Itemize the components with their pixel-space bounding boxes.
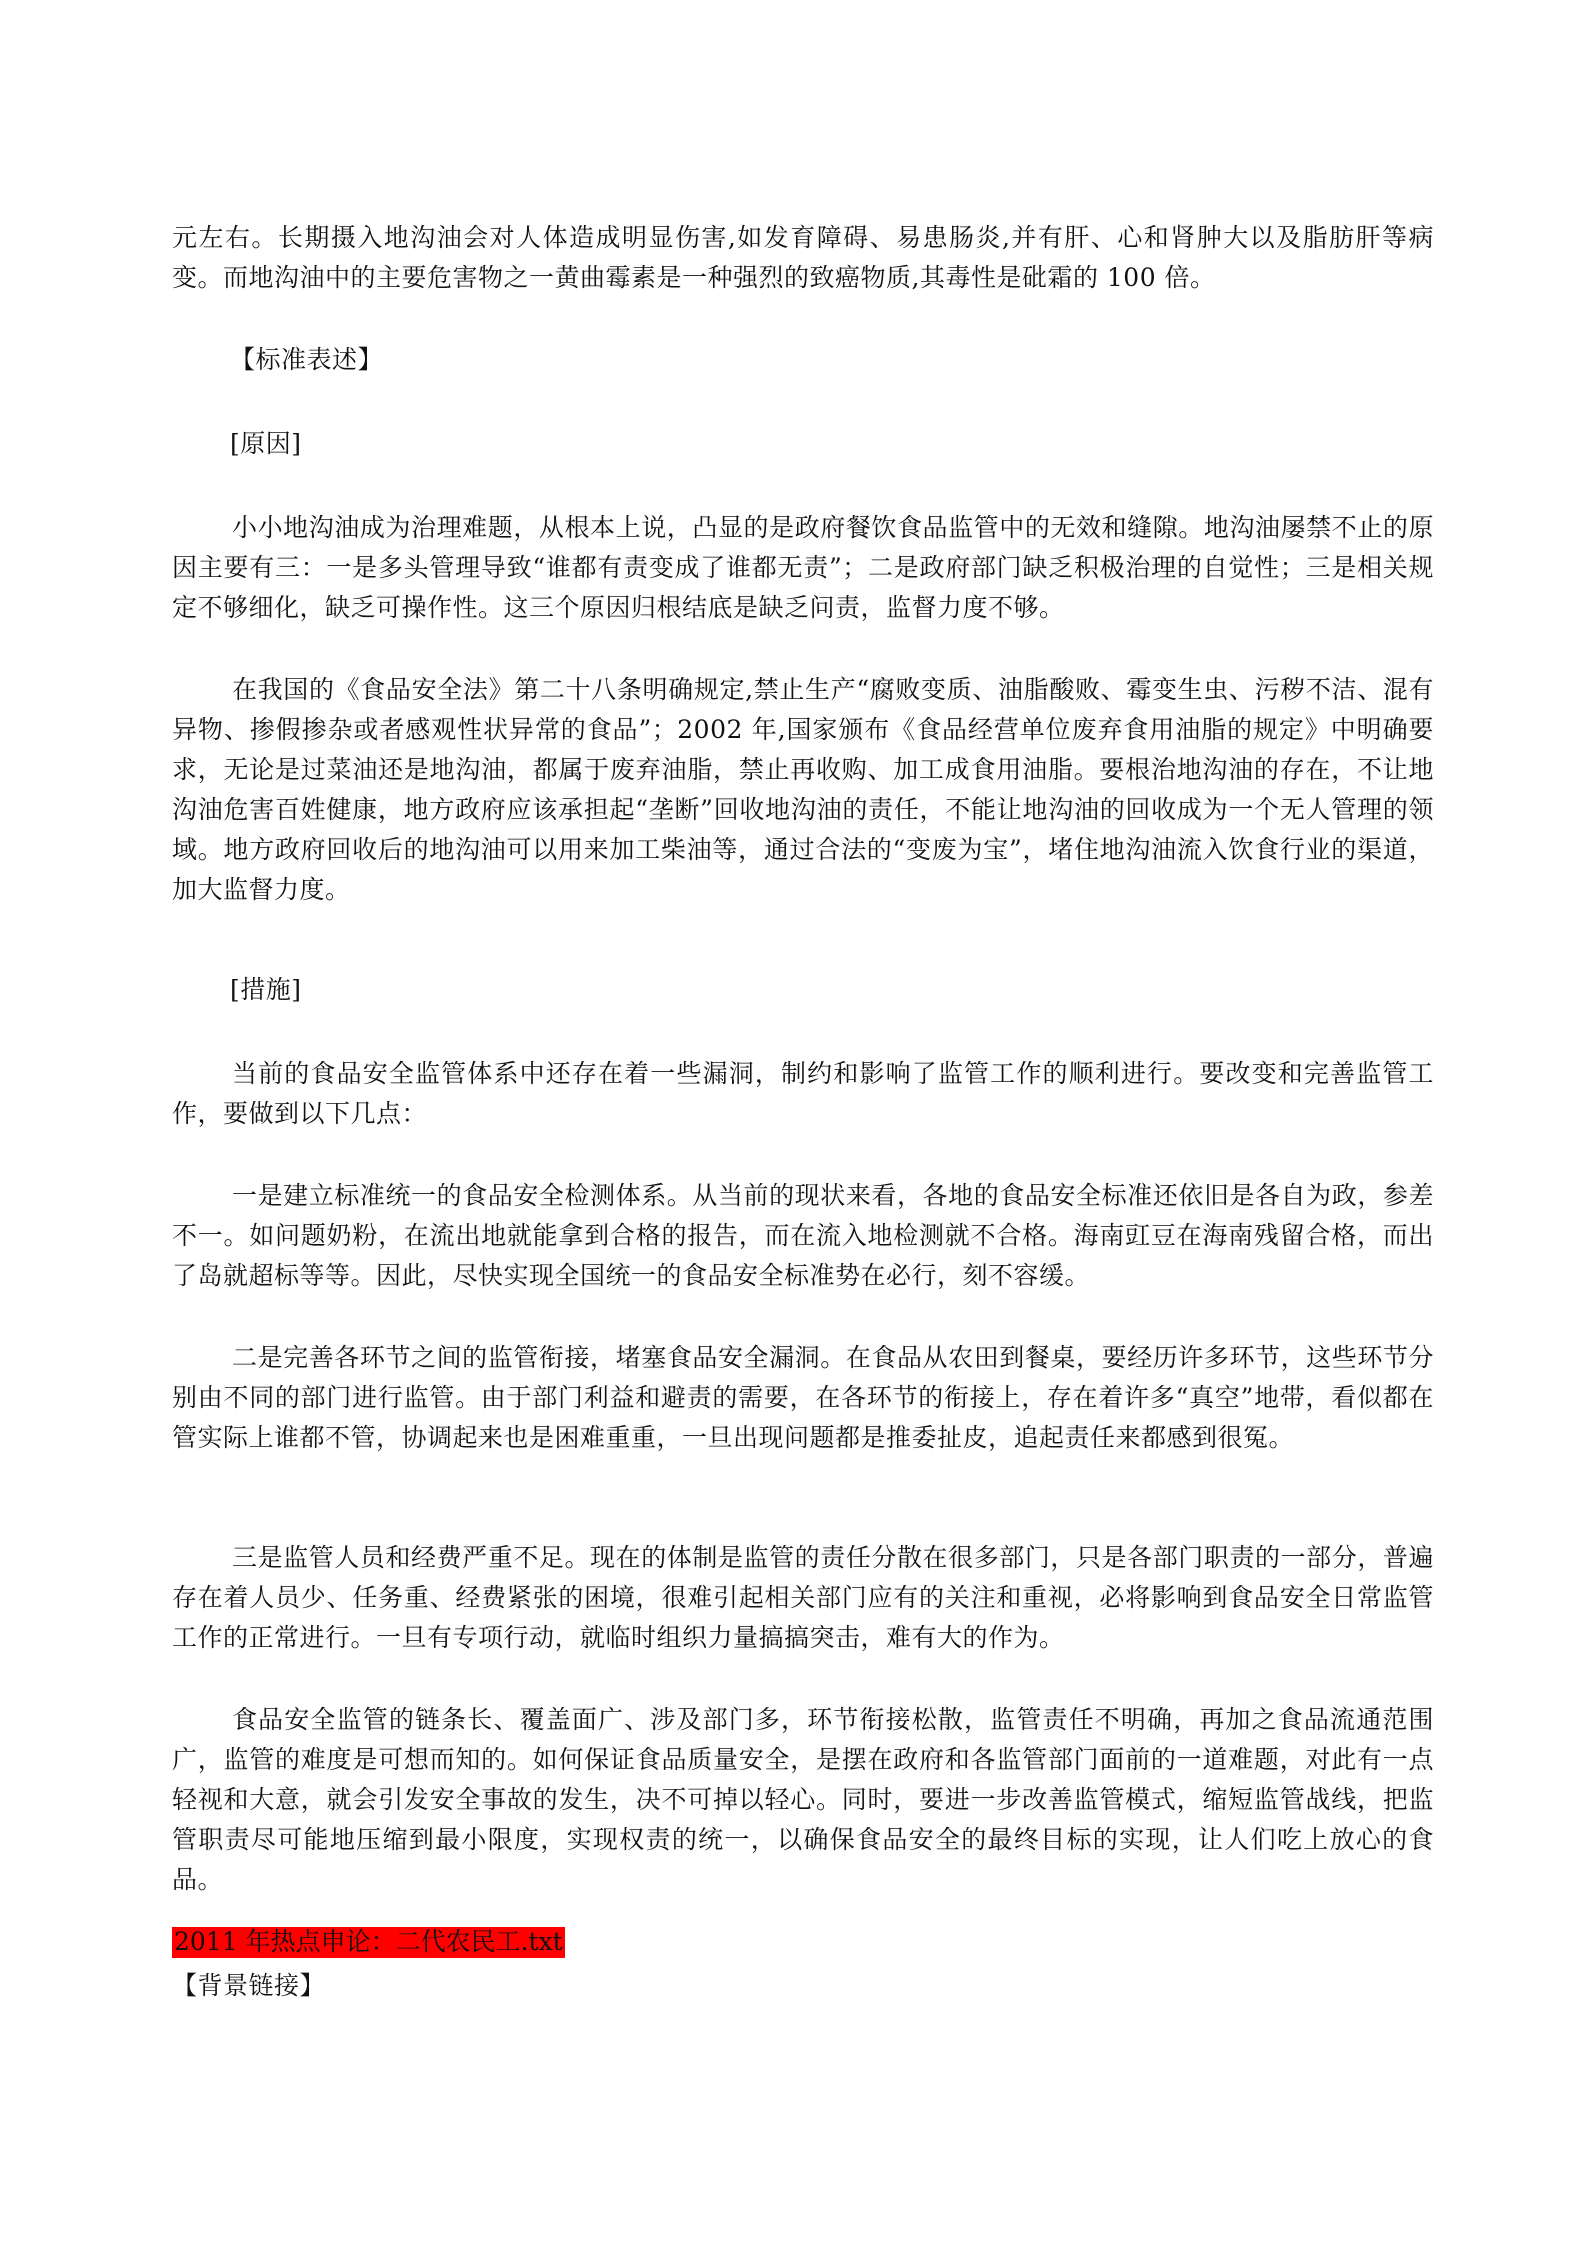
subheading-cause: [原因]	[230, 429, 302, 458]
conclusion-paragraph: 食品安全监管的链条长、覆盖面广、涉及部门多，环节衔接松散，监管责任不明确，再加之食品流通范围广，监管的难度是可想而知的。如何保证食品质量安全，是摆在政府和各监管部门面前的一道难题，对此有一点轻视和大意，就会引发安全事故的发生，决不可掉以轻心。同时，要进一步改善监管模式，缩短监管战线，把监管职责尽可能地压缩到最小限度，实现权责的统一，以确保食品安全的最终目标的实现，让人们吃上放心的食品。	[172, 1705, 1434, 1894]
cause-paragraph-2: 在我国的《食品安全法》第二十八条明确规定,禁止生产“腐败变质、油脂酸败、霉变生虫、污秽不洁、混有异物、掺假掺杂或者感观性状异常的食品”；2002 年,国家颁布《食品经营单位废弃食用油脂的规定》中明确要求，无论是过菜油还是地沟油，都属于废弃油脂，禁止再收购、加工成食用油脂。要根治地沟油的存在，不让地沟油危害百姓健康，地方政府应该承担起“垄断”回收地沟油的责任，不能让地沟油的回收成为一个无人管理的领域。地方政府回收后的地沟油可以用来加工柴油等，通过合法的“变废为宝”，堵住地沟油流入饮食行业的渠道，加大监督力度。	[172, 675, 1434, 904]
section-heading-standard-statement: 【标准表述】	[230, 345, 384, 374]
measures-paragraph-4: 三是监管人员和经费严重不足。现在的体制是监管的责任分散在很多部门，只是各部门职责的一部分，普遍存在着人员少、任务重、经费紧张的困境，很难引起相关部门应有的关注和重视，必将影响到食品安全日常监管工作的正常进行。一旦有专项行动，就临时组织力量搞搞突击，难有大的作为。	[172, 1543, 1434, 1652]
measures-paragraph-2: 一是建立标准统一的食品安全检测体系。从当前的现状来看，各地的食品安全标准还依旧是各自为政，参差不一。如问题奶粉，在流出地就能拿到合格的报告，而在流入地检测就不合格。海南豇豆在海南残留合格，而出了岛就超标等等。因此，尽快实现全国统一的食品安全标准势在必行，刻不容缓。	[172, 1181, 1434, 1290]
next-file-title-link[interactable]: 2011 年热点申论：二代农民工.txt	[174, 1927, 563, 1956]
cause-paragraph-1: 小小地沟油成为治理难题，从根本上说，凸显的是政府餐饮食品监管中的无效和缝隙。地沟油屡禁不止的原因主要有三：一是多头管理导致“谁都有责变成了谁都无责”；二是政府部门缺乏积极治理的自觉性；三是相关规定不够细化，缺乏可操作性。这三个原因归根结底是缺乏问责，监督力度不够。	[172, 513, 1434, 622]
subheading-measures: [措施]	[230, 975, 302, 1004]
background-link-heading: 【背景链接】	[172, 1971, 326, 2000]
measures-paragraph-3: 二是完善各环节之间的监管衔接，堵塞食品安全漏洞。在食品从农田到餐桌，要经历许多环节，这些环节分别由不同的部门进行监管。由于部门利益和避责的需要，在各环节的衔接上，存在着许多“真空”地带，看似都在管实际上谁都不管，协调起来也是困难重重，一旦出现问题都是推委扯皮，追起责任来都感到很冤。	[172, 1343, 1434, 1452]
measures-paragraph-1: 当前的食品安全监管体系中还存在着一些漏洞，制约和影响了监管工作的顺利进行。要改变和完善监管工作，要做到以下几点：	[172, 1059, 1434, 1128]
next-file-title-line	[172, 1922, 565, 1962]
intro-paragraph: 元左右。长期摄入地沟油会对人体造成明显伤害,如发育障碍、易患肠炎,并有肝、心和肾肿大以及脂肪肝等病变。而地沟油中的主要危害物之一黄曲霉素是一种强烈的致癌物质,其毒性是砒霜的 100 倍。	[172, 223, 1434, 292]
